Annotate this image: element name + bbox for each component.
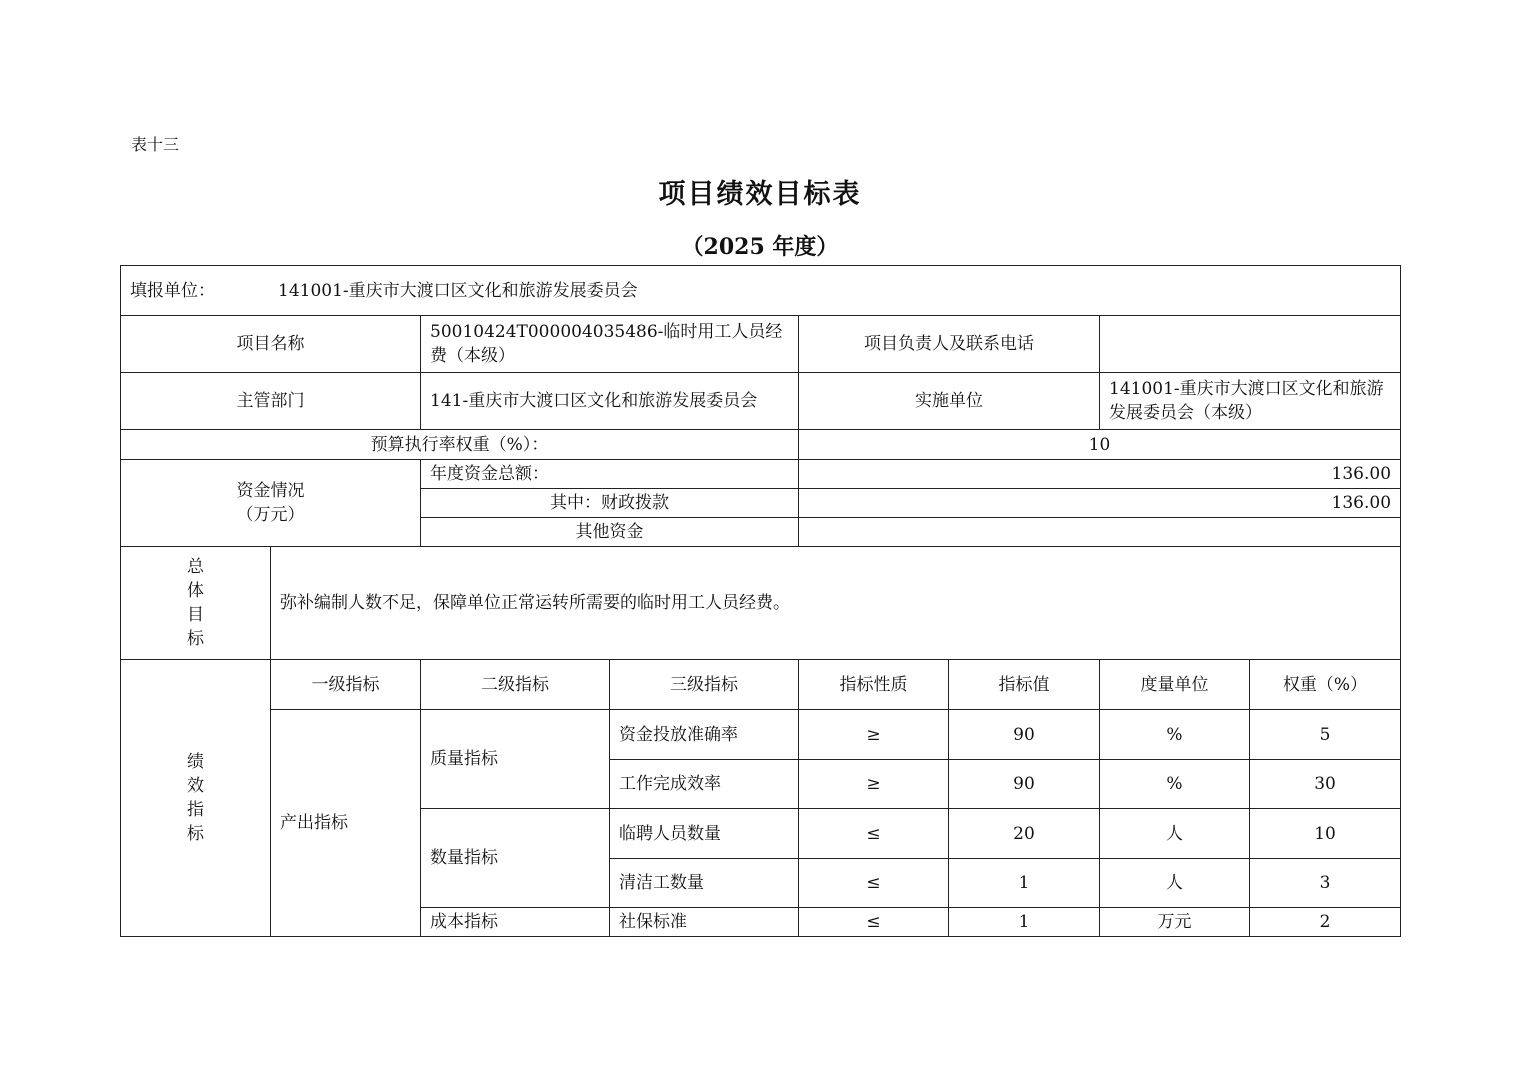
- funds-label-line2: （万元）: [236, 505, 305, 525]
- indicator-weight: 5: [1250, 710, 1401, 760]
- level3-name: 清洁工数量: [610, 859, 799, 908]
- header-unit: 度量单位: [1100, 660, 1250, 710]
- project-name-value: 50010424T000004035486-临时用工人员经费（本级）: [421, 316, 799, 373]
- header-level3: 三级指标: [610, 660, 799, 710]
- document-title: 项目绩效目标表: [658, 179, 862, 210]
- funds-label-line1: 资金情况: [236, 481, 305, 501]
- fill-unit-label: 填报单位：: [130, 280, 215, 301]
- level2-quantity: 数量指标: [421, 809, 610, 908]
- impl-unit-value: 141001-重庆市大渡口区文化和旅游发展委员会（本级）: [1100, 373, 1401, 430]
- fill-unit-row: [121, 266, 1401, 316]
- indicator-weight: 2: [1250, 908, 1401, 937]
- indicator-value: 90: [949, 710, 1100, 760]
- table-row: [121, 710, 1401, 760]
- indicator-weight: 30: [1250, 760, 1401, 809]
- header-weight: 权重（%）: [1250, 660, 1401, 710]
- funds-other-value: [799, 518, 1401, 547]
- indicator-nature: ≤: [799, 809, 949, 859]
- fill-unit-value: 141001-重庆市大渡口区文化和旅游发展委员会: [278, 280, 638, 301]
- level3-name: 工作完成效率: [610, 760, 799, 809]
- indicators-label-char: 效: [187, 776, 204, 796]
- indicator-unit: %: [1100, 710, 1250, 760]
- performance-target-table: [120, 265, 1401, 937]
- project-name-label: 项目名称: [121, 316, 421, 373]
- indicator-nature: ≤: [799, 859, 949, 908]
- funds-total-label: 年度资金总额：: [421, 460, 799, 489]
- indicator-unit: 人: [1100, 809, 1250, 859]
- indicators-label-char: 标: [187, 824, 204, 844]
- dept-value: 141-重庆市大渡口区文化和旅游发展委员会: [421, 373, 799, 430]
- level2-cost: 成本指标: [421, 908, 610, 937]
- project-contact-label: 项目负责人及联系电话: [799, 316, 1100, 373]
- indicator-weight: 10: [1250, 809, 1401, 859]
- level1-output: 产出指标: [271, 710, 421, 937]
- impl-unit-label: 实施单位: [799, 373, 1100, 430]
- budget-weight-label: 预算执行率权重（%）：: [121, 430, 799, 460]
- funds-total-value: 136.00: [799, 460, 1401, 489]
- funds-other-label: 其他资金: [421, 518, 799, 547]
- level3-name: 资金投放准确率: [610, 710, 799, 760]
- project-contact-value: [1100, 316, 1401, 373]
- dept-label: 主管部门: [121, 373, 421, 430]
- indicators-label-char: 指: [187, 800, 204, 820]
- goal-label-char: 体: [187, 581, 204, 601]
- indicator-nature: ≤: [799, 908, 949, 937]
- header-level2: 二级指标: [421, 660, 610, 710]
- table-number: 表十三: [131, 135, 180, 154]
- funds-label: [121, 460, 421, 547]
- indicator-unit: %: [1100, 760, 1250, 809]
- indicator-unit: 万元: [1100, 908, 1250, 937]
- indicator-nature: ≥: [799, 760, 949, 809]
- header-level1: 一级指标: [271, 660, 421, 710]
- indicator-nature: ≥: [799, 710, 949, 760]
- indicator-value: 90: [949, 760, 1100, 809]
- budget-weight-value: 10: [799, 430, 1401, 460]
- level2-quality: 质量指标: [421, 710, 610, 809]
- document-year: （2025 年度）: [681, 234, 839, 260]
- header-nature: 指标性质: [799, 660, 949, 710]
- indicators-label: [121, 660, 271, 937]
- indicators-label-char: 绩: [187, 752, 204, 772]
- indicator-value: 1: [949, 859, 1100, 908]
- indicator-value: 1: [949, 908, 1100, 937]
- level3-name: 临聘人员数量: [610, 809, 799, 859]
- indicator-weight: 3: [1250, 859, 1401, 908]
- funds-fiscal-value: 136.00: [799, 489, 1401, 518]
- level3-name: 社保标准: [610, 908, 799, 937]
- goal-label-char: 总: [187, 557, 204, 577]
- goal-label-char: 标: [187, 629, 204, 649]
- funds-fiscal-label: 其中：财政拨款: [421, 489, 799, 518]
- overall-goal-label: [121, 547, 271, 660]
- indicator-unit: 人: [1100, 859, 1250, 908]
- overall-goal-text: 弥补编制人数不足，保障单位正常运转所需要的临时用工人员经费。: [271, 547, 1401, 660]
- goal-label-char: 目: [187, 605, 204, 625]
- header-value: 指标值: [949, 660, 1100, 710]
- indicator-value: 20: [949, 809, 1100, 859]
